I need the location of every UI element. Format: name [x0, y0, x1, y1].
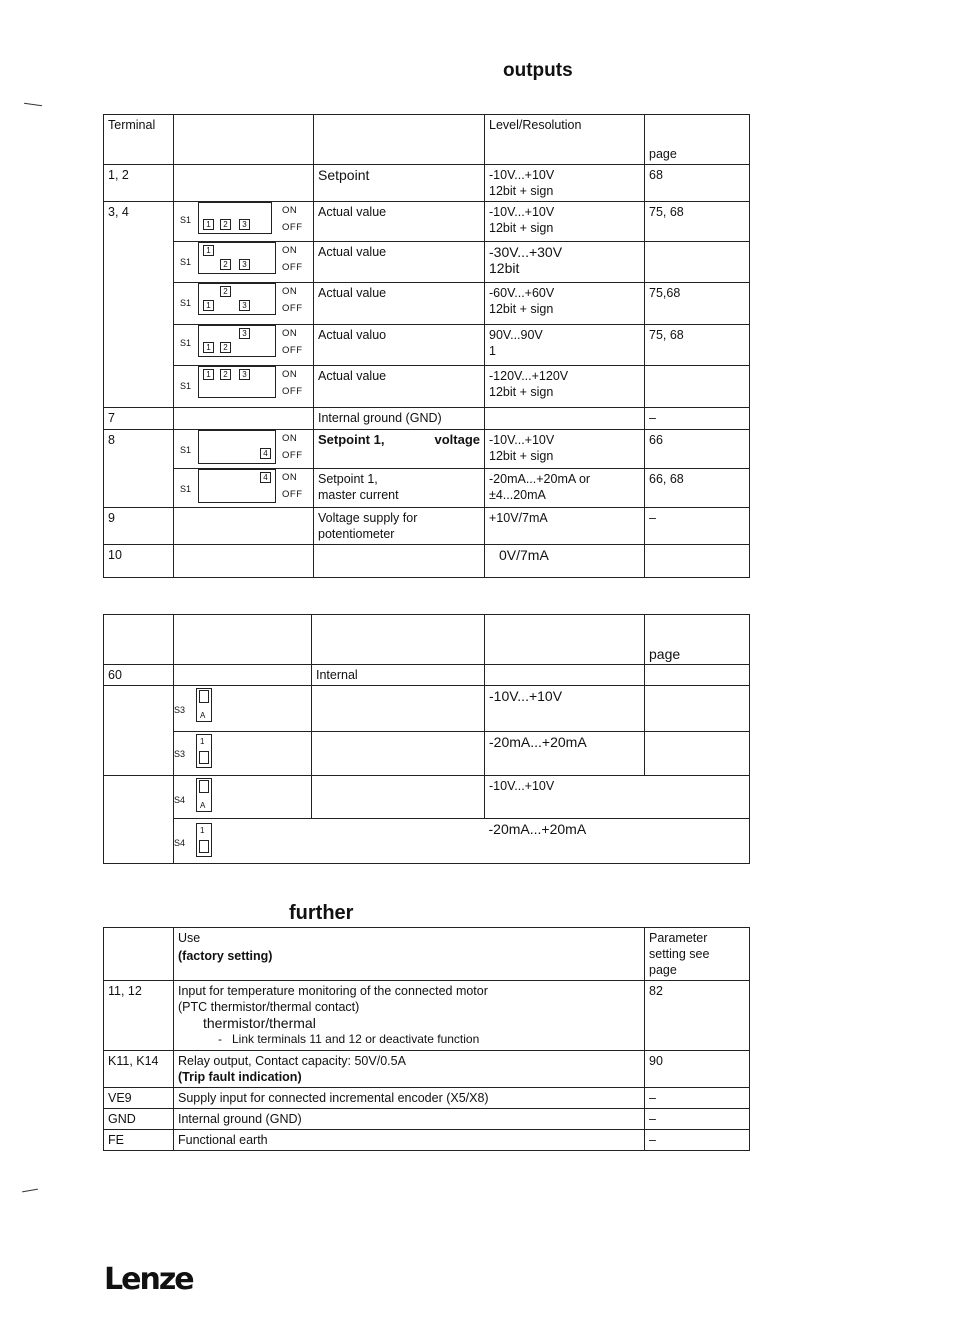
- table-row: S4 A -10V...+10V: [104, 776, 750, 819]
- brand-logo: Lenze: [104, 1262, 193, 1297]
- dip-switch-s1: S1 1 2 3 ON OFF: [174, 283, 314, 325]
- table-row: 7 Internal ground (GND) –: [104, 408, 750, 430]
- table-row: S1 4 ON OFF Setpoint 1, master current -20mA...+20mA or ±4...20mA 66, 68: [104, 469, 750, 508]
- terminal-table-outputs: [103, 614, 750, 864]
- dip-switch-s1: S1 1 2 3 ON OFF: [174, 242, 314, 283]
- table-header-row: Use (factory setting) Parameter setting see page: [104, 928, 750, 981]
- dip-switch-s1: S1 1 2 3 ON OFF: [174, 325, 314, 366]
- dip-switch-s1: S1 1 2 3 ON OFF: [174, 366, 314, 408]
- jumper-s3: S3 1: [174, 732, 312, 776]
- table-row: 60 Internal: [104, 665, 750, 686]
- table-row: 3, 4 S1 1 2 3 ON OFF Actual value -10V...+10V 12bit + sign 75, 68: [104, 202, 750, 242]
- table-row: S1 1 2 3 ON OFF Actual value -60V...+60V 12bit + sign 75,68: [104, 283, 750, 325]
- section-heading-outputs: outputs: [503, 60, 573, 81]
- table-row: 8 S1 4 ON OFF Setpoint 1, voltage -10V...+10V 12bit + sign 66: [104, 430, 750, 469]
- table-row: VE9 Supply input for connected incremental encoder (X5/X8) –: [104, 1088, 750, 1109]
- table-row: S1 1 2 3 ON OFF Actual value -30V...+30V 12bit: [104, 242, 750, 283]
- jumper-s4: S4 A: [174, 776, 312, 819]
- terminal-table-analog: [103, 114, 750, 578]
- dip-switch-s1: S1 4 ON OFF: [174, 430, 314, 469]
- table-header-row: [104, 615, 750, 665]
- table-row: S1 1 2 3 ON OFF Actual value -120V...+120V 12bit + sign: [104, 366, 750, 408]
- table-row: 10 0V/7mA: [104, 545, 750, 578]
- table-row: 11, 12 Input for temperature monitoring of the connected motor (PTC thermistor/thermal contact) thermistor/thermal - Link terminals 11 and 12 or deactivate function 82: [104, 981, 750, 1051]
- table-row: FE Functional earth –: [104, 1130, 750, 1151]
- table-row: 1, 2 Setpoint -10V...+10V 12bit + sign 68: [104, 165, 750, 202]
- scan-mark: [24, 103, 42, 106]
- header-level: Level/Resolution: [485, 115, 645, 165]
- table-header-row: [104, 115, 750, 165]
- header-page: page: [645, 115, 750, 165]
- table-row: S3 A -10V...+10V: [104, 686, 750, 732]
- table-row: K11, K14 Relay output, Contact capacity: 50V/0.5A (Trip fault indication) 90: [104, 1051, 750, 1088]
- table-row: S3 1 -20mA...+20mA: [104, 732, 750, 776]
- dip-switch-s1: S1 1 2 3 ON OFF: [174, 202, 314, 242]
- table-row: S4 1 -20mA...+20mA: [104, 819, 750, 864]
- table-row: GND Internal ground (GND) –: [104, 1109, 750, 1130]
- header-page: page: [645, 615, 750, 665]
- terminal-table-further: [103, 927, 750, 1151]
- jumper-s4: S4 1: [174, 819, 312, 864]
- section-heading-further: further: [289, 902, 354, 924]
- header-terminal: Terminal: [104, 115, 174, 165]
- table-row: S1 1 2 3 ON OFF Actual valuo 90V...90V 1 75, 68: [104, 325, 750, 366]
- jumper-s3: S3 A: [174, 686, 312, 732]
- scan-mark: [22, 1189, 38, 1193]
- dip-switch-s1: S1 4 ON OFF: [174, 469, 314, 508]
- table-row: 9 Voltage supply for potentiometer +10V/7mA –: [104, 508, 750, 545]
